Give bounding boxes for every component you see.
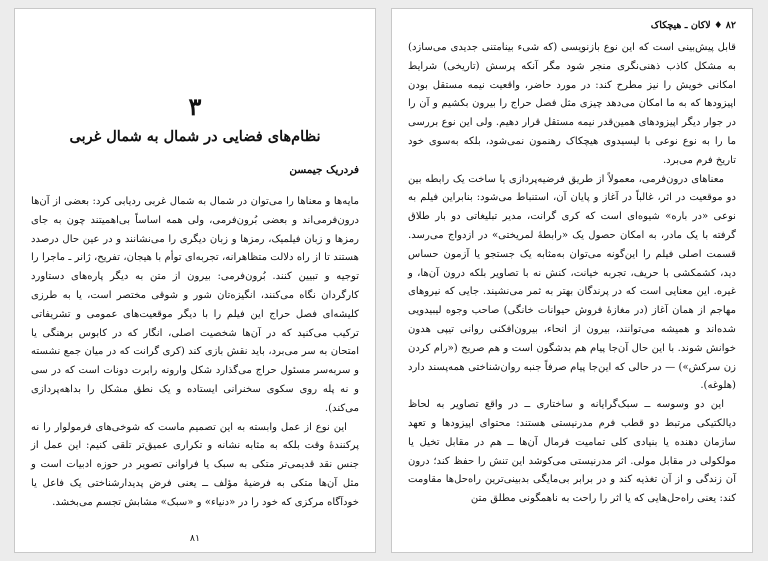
body-paragraph: قابل پیش‌بینی است که این نوع بازنویسی (که شیء بینامتنی جدیدی می‌سازد) به مشکل کاذب ذهنی‌نگری منجر شود مگر آنکه پرسش (تاریخی) شرایط امکانی خویش را نیز مطرح کند: در مورد حاضر، واقعیت نیمه مستقل بودن اپیزودها که به ما امکان می‌دهد چیزی مثل فصل حراج را بیرون بکشیم و آن را در جوار دیگر اپیزودهای همین‌قدر نیمه مستقل قرار دهیم. ولی این نوع بررسی ما را به نوع نوعی با لیسیدوی هیچکاک رهنمون نمی‌شود، بلکه به‌سوی خود تاریخ فرم می‌برد. (408, 42, 736, 166)
chapter-title: نظام‌های فضایی در شمال به شمال غربی (69, 128, 321, 145)
page-number: ۸۱ (189, 533, 201, 544)
running-header: ۸۲ ♦ لاکان ـ هیچکاک (650, 20, 736, 31)
chapter-number: ۳ (188, 92, 202, 121)
right-page (391, 8, 753, 553)
body-paragraph: معناهای درون‌فرمی، معمولاً از طریق فرضیه‌پردازی یا ساخت یک رابطه بین دو موقعیت در اثر، غالباً در آغاز و پایان آن، استنباط می‌شود: بنابراین فیلم به نوعی «در باره» شیوه‌ای است که کری گرانت، مدیر تبلیغاتی دو بار طلاق گرفته با یک مادر، به امکان حصول یک «رابطهٔ لمریختی» در ازدواج می‌رسد. قسمت اصلی فیلم را این‌گونه می‌توان به‌مثابه یک جستجو یا آزمون حساس دید، کشمکشی با حریف، تجربه خیانت، کنش نه با تصاویر بلکه درون آن‌ها، و غیره. این معنایی است که در پرندگان بهتر به ثمر می‌نشیند. جایی که نیروهای مهاجم از همان آغاز (در مغازهٔ فروش حیوانات خانگی) صاحب وجوه لیبیدویی شده‌اند و همیشه می‌توانند، بیرون از انحاء، بیرون‌افکنی روانی تیپی هدون خوانش شوند. با این حال آن‌جا پیام هم بدشگون است و هم صریح («رام کردن زن سرکش») — در حالی که این‌جا پیام صرفاً جنبه روان‌شناختی همه‌پسند دارد (هلوغه). (408, 173, 736, 392)
body-paragraph: این دو وسوسه ــ سبک‌گرایانه و ساختاری ــ در واقع تصاویر به لحاظ دیالکتیکی مرتبط دو قطب فرم مدرنیستی هستند: محتوای اپیزودها و تعهد سازمان دهنده یا بنیادی کلی تمامیت فرمال آن‌ها ــ هم در مقابل تخیل یا مولکولی در مقابل مولی. اثر مدرنیستی می‌کوشد این تنش را حفظ کند؛ درون آن زندگی و از آن تغذیه کند و در برابر بی‌مایگی بدبینی‌ترین راه‌حل‌ها مقاومت کند: یعنی راه‌حل‌هایی که یا اثر را راحت به ناهمگونی مطلق متن (408, 399, 736, 505)
left-page (14, 8, 376, 553)
body-paragraph: این نوع از عمل وابسته به این تصمیم ماست که شوخی‌های فرمولوار را نه پرکنندهٔ وقت بلکه به مثابه نشانه و تکراری عمیق‌تر تلقی کنیم: این عمل از جنس نقد قدیمی‌تر متکی به سبک یا فراوانی تصویر در حوزه ادبیات است و مثل آن‌ها متکی به فرضیهٔ مؤلف ــ یعنی فرض پدیدارشناختی یک فاعل یا خودآگاه مرکزی که خود را در «دنیاء» و «سبک» مشابش تجسم می‌بخشد. (31, 421, 359, 508)
body-paragraph: مایه‌ها و معناها را می‌توان در شمال به شمال غربی ردیابی کرد: بعضی از آن‌ها درون‌فرمی‌اند و بعضی بُرون‌فرمی، ولی همه اساساً بی‌اهمیتند چون به جای رمزها و زبان فیلمیک، رمزها و زبان دیگری را می‌نشانند و در عین حال درصدد هستند تا از راه دلالت متظاهرانه، تجربه‌ای توأم با هیجان، تفریح، ژانر ـ ماجرا را توجیه و تبیین کنند. بُرون‌فرمی: بیرون از متن به دیگر پاره‌های دستاورد کارگردان نگاه می‌کنند، انگیزه‌تان شور و شوقی مختصر است، یا به طرزی کلیشه‌ای فصل حراج این فیلم را با دیگر موقعیت‌های عمومی و تشریفاتی ترکیب می‌کنید که در آن‌ها شخصیت اصلی، انگار که در کابوس برهنگی یا امتحان به سر می‌برد، باید نقش بازی کند (کری گرانت که در میان جمع نشسته و سربه‌سر مسئول حراج می‌گذارد شکل وارونه رابرت دونات است که در سی و نه پله روی سکوی سخنرانی ایستاده و یک نطق مشکل را بداهه‌پردازی می‌کند). (31, 196, 359, 414)
right-page-content (408, 17, 736, 534)
author-name: فردریک جیمسن (289, 164, 359, 176)
left-page-content (31, 17, 359, 534)
